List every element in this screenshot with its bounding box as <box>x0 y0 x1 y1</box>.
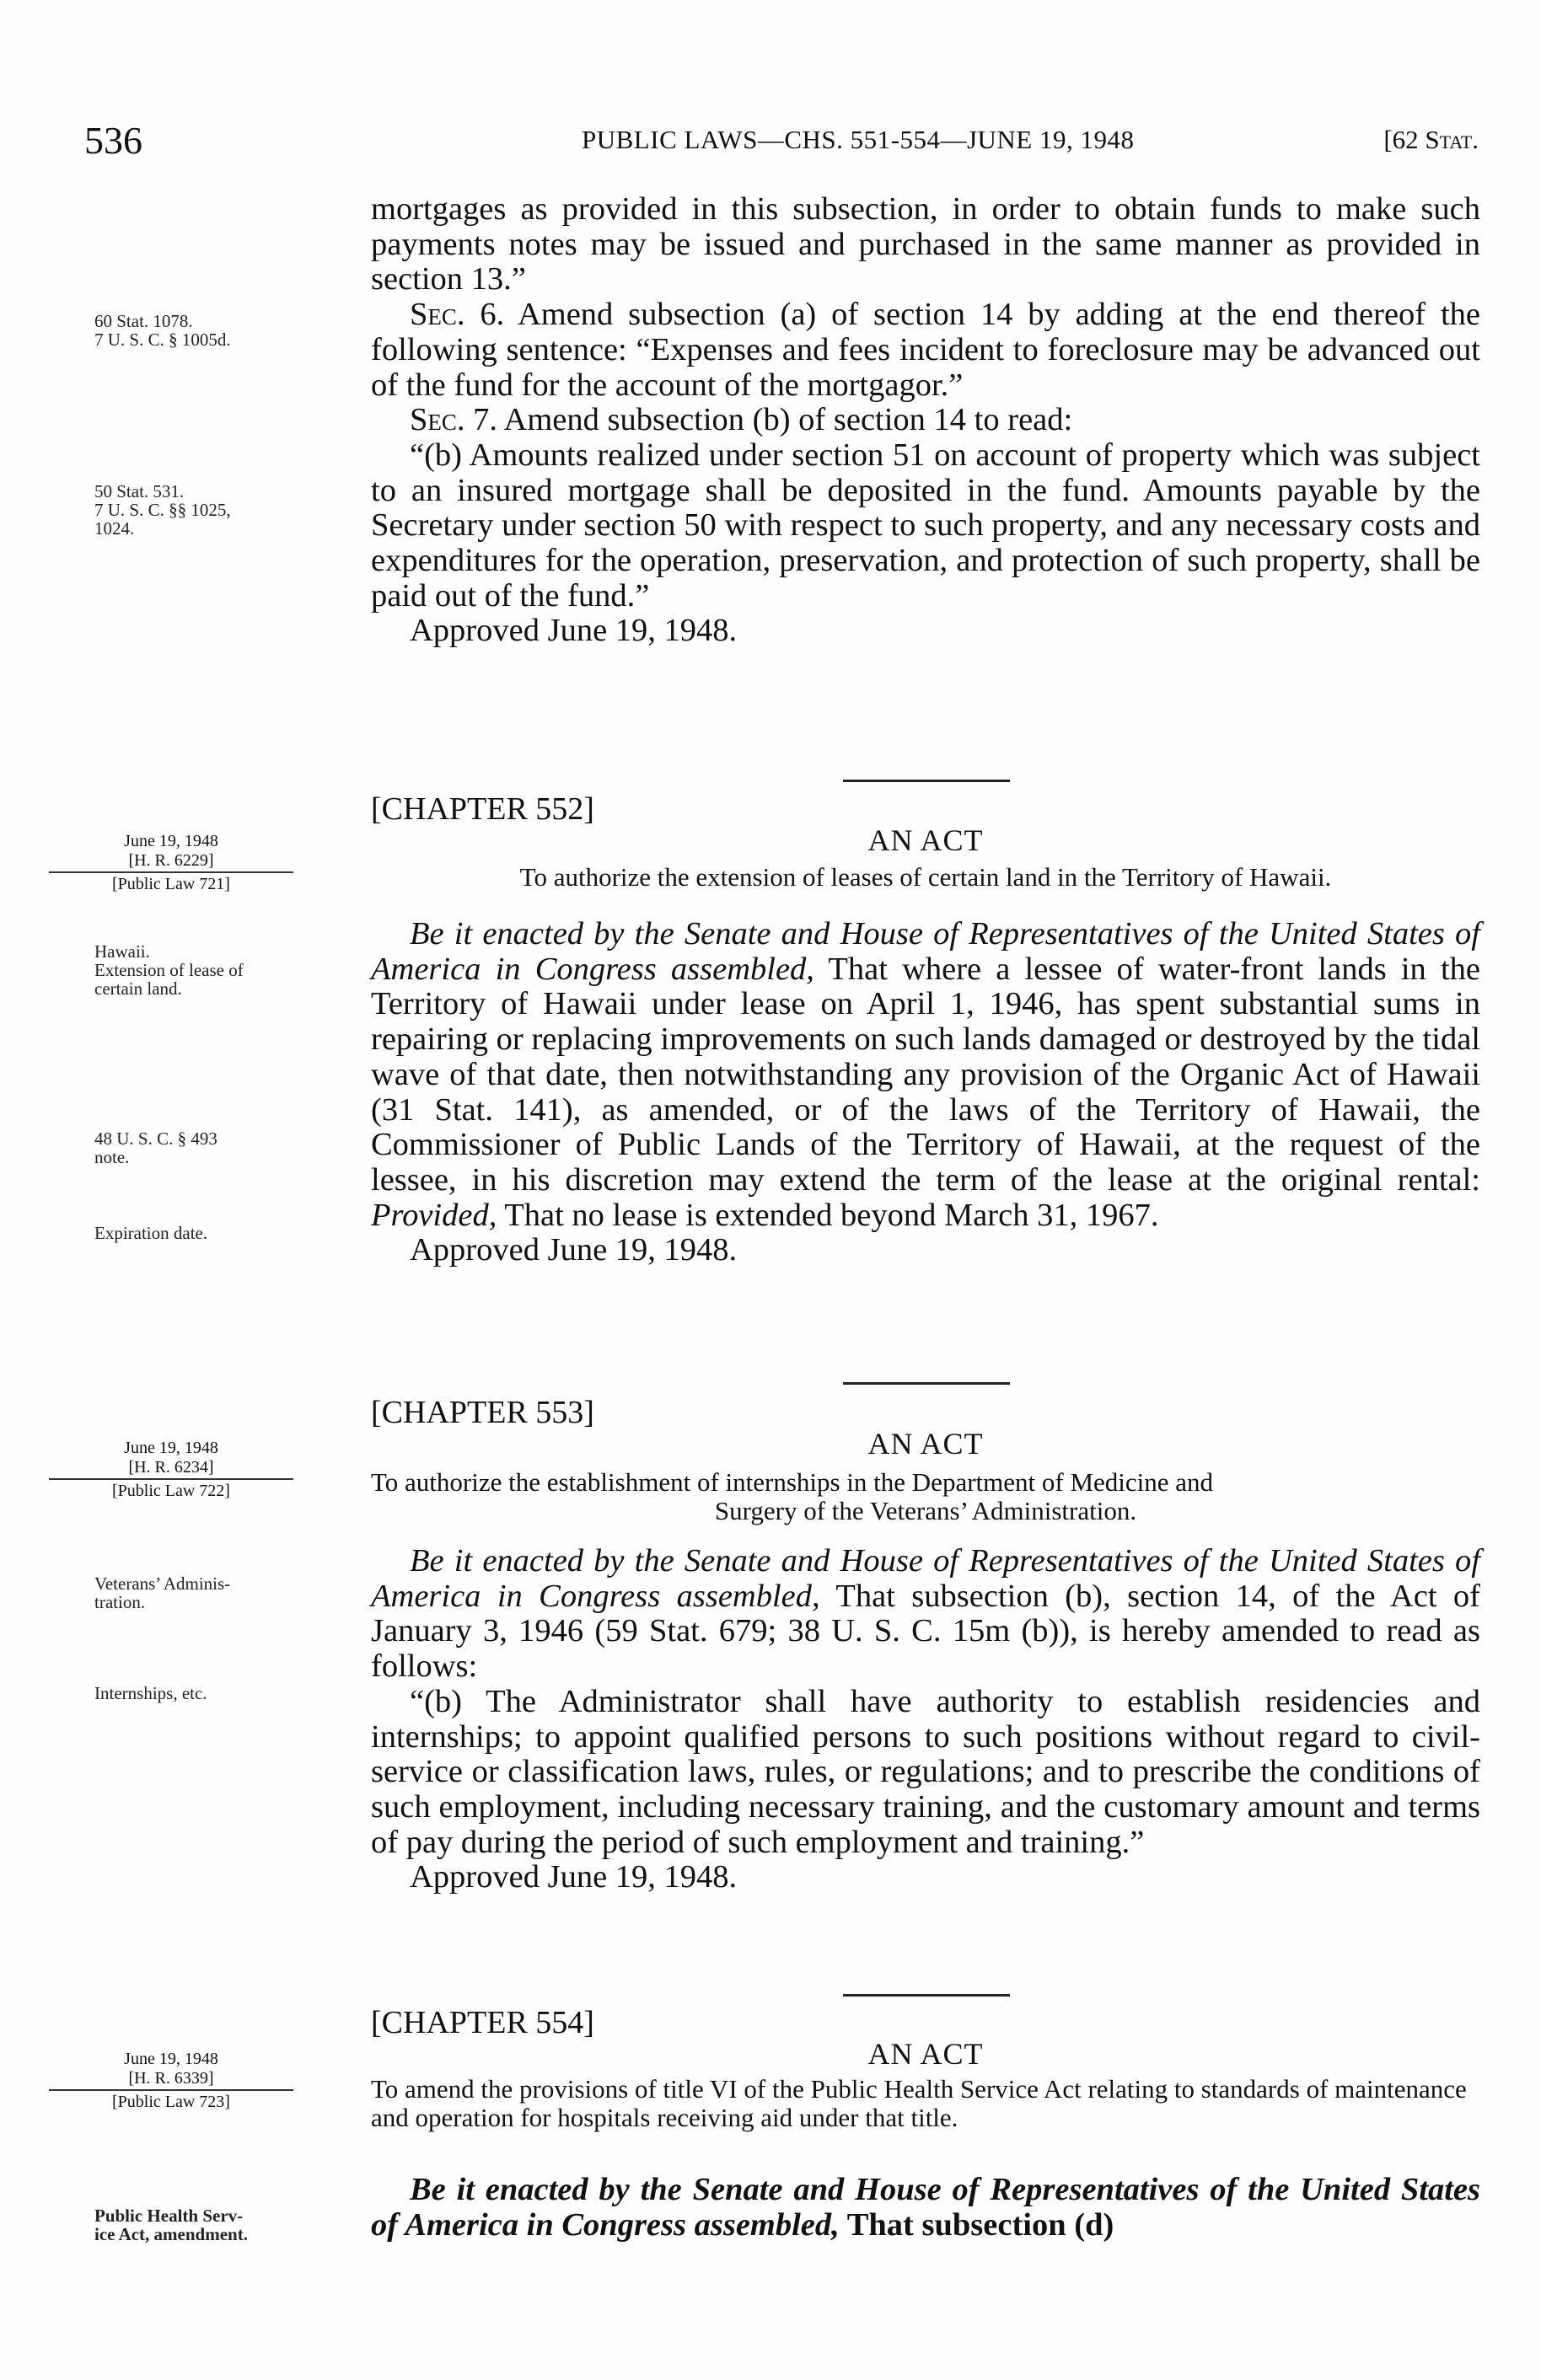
subsection-b: “(b) The Administrator shall have authority to establish residencies and internships; to appoint qualified persons to such positions without regard to civil-service or classification laws, rules, or regulations; and to prescribe the conditions of such employment, including necessary training, and the customary amount and terms of pay during the period of such employment and training.” <box>371 1683 1480 1860</box>
note-line: Extension of lease of <box>94 960 244 980</box>
enacting-clause: Be it enacted by the Senate and House of Representatives of the United States of America in Congress assembled, <box>371 1543 1480 1614</box>
act-title: To amend the provisions of title VI of the Public Health Service Act relating to standards of maintenance and operation for hospitals receiving aid under that title. <box>371 2074 1467 2132</box>
an-act-heading: AN ACT <box>867 1427 984 1461</box>
margin-note-hawaii <box>94 942 244 998</box>
section-6 <box>371 298 1480 403</box>
enacting-end: That no lease is extended beyond March 31, 1967. <box>497 1197 1159 1233</box>
enactment-date: June 19, 1948 <box>124 832 218 850</box>
bill-reference-block <box>49 2050 293 2112</box>
page-number: 536 <box>84 119 142 162</box>
enacting-body: That where a lessee of water-front lands in the Territory of Hawaii under lease on April 1, 1946, has spent substantial sums in repairing or replacing improvements on such lands damaged or destroyed by the tidal wave of that date, then notwithstanding any provision of the Organic Act of Hawaii (31 Stat. 141), as amended, or of the laws of the Territory of Hawaii, the Commissioner of Public Lands of the Territory of Hawaii, at the request of the lessee, in his discretion may extend the term of the lease at the original rental: <box>371 951 1480 1198</box>
public-law-number: [Public Law 723] <box>49 2089 293 2112</box>
margin-note-public-health <box>94 2206 248 2243</box>
provided-word: Provided, <box>371 1197 497 1233</box>
margin-note-internships <box>94 1684 207 1702</box>
an-act-heading: AN ACT <box>867 2037 984 2071</box>
separator-rule <box>843 1994 1010 1997</box>
chapter-554-enacting-text <box>371 2173 1480 2243</box>
chapter-552-enacting-text <box>371 917 1480 1268</box>
note-line: ice Act, amendment. <box>94 2224 248 2244</box>
sec-label: Sec. <box>410 297 465 333</box>
margin-note-60-stat <box>94 312 231 349</box>
note-line: Hawaii. <box>94 941 150 962</box>
enacting-body: That subsection (b), section 14, of the Act of January 3, 1946 (59 Stat. 679; 38 U. S. C. 15m (b)), is hereby amended to read as follows: <box>371 1578 1480 1685</box>
note-line: tration. <box>94 1592 146 1612</box>
sec-6-text: 6. Amend subsection (a) of section 14 by adding at the end thereof the following sentence: “Expenses and fees incident to foreclosure may be advanced out of the fund for the account of the mortgagor.” <box>371 297 1480 403</box>
running-title: PUBLIC LAWS—CHS. 551-554—JUNE 19, 1948 <box>582 125 1135 154</box>
margin-note-veterans <box>94 1574 230 1611</box>
act-title-line-1: To authorize the establishment of internships in the Department of Medicine and <box>371 1467 1214 1497</box>
an-act-heading: AN ACT <box>867 823 984 857</box>
paragraph-mortgages: mortgages as provided in this subsection, in order to obtain funds to make such payments notes may be issued and purchased in the same manner as provided in section 13.” <box>371 191 1480 298</box>
enacting-body: That subsection (d) <box>839 2206 1114 2243</box>
chapter-551-text <box>371 192 1480 649</box>
margin-note-48-usc <box>94 1129 217 1166</box>
enacting-paragraph <box>371 917 1480 1233</box>
bill-number: [H. R. 6339] <box>128 2069 214 2088</box>
note-line: 1024. <box>94 518 135 539</box>
approved-date: Approved June 19, 1948. <box>410 613 738 649</box>
note-line: Veterans’ Adminis- <box>94 1573 231 1594</box>
note-line: 50 Stat. 531. <box>94 481 185 501</box>
bill-number: [H. R. 6229] <box>128 851 214 870</box>
note-line: Expiration date. <box>94 1223 208 1243</box>
separator-rule <box>843 1382 1010 1385</box>
bill-number: [H. R. 6234] <box>128 1458 214 1477</box>
margin-note-50-stat <box>94 482 231 538</box>
note-line: note. <box>94 1147 130 1167</box>
approved-date: Approved June 19, 1948. <box>410 1859 738 1895</box>
note-line: 7 U. S. C. § 1005d. <box>94 330 231 350</box>
chapter-553-heading: [CHAPTER 553] <box>371 1395 594 1430</box>
public-law-number: [Public Law 722] <box>49 1478 293 1501</box>
enacting-paragraph <box>371 1544 1480 1685</box>
subsection-b: “(b) Amounts realized under section 51 on account of property which was subject to an insured mortgage shall be deposited in the fund. Amounts payable by the Secretary under section 50 with respect to such property, and any necessary costs and expenditures for the operation, preservation, and protection of such property, shall be paid out of the fund.” <box>371 437 1480 614</box>
enacting-clause: Be it enacted by the Senate and House of Representatives of the United States of America in Congress assembled, <box>371 2172 1480 2243</box>
enactment-date: June 19, 1948 <box>124 2050 218 2068</box>
chapter-554-heading: [CHAPTER 554] <box>371 2005 594 2040</box>
sec-label: Sec. <box>410 402 465 438</box>
note-line: certain land. <box>94 978 182 999</box>
act-title <box>371 1468 1480 1525</box>
separator-rule <box>843 780 1010 782</box>
note-line: Internships, etc. <box>94 1683 207 1703</box>
volume-reference: [62 Stat. <box>1383 125 1479 154</box>
note-line: Public Health Serv- <box>94 2206 244 2226</box>
enactment-date: June 19, 1948 <box>124 1439 218 1457</box>
act-title: To authorize the extension of leases of certain land in the Territory of Hawaii. <box>519 862 1332 892</box>
act-title-line-2: Surgery of the Veterans’ Administration. <box>714 1496 1137 1525</box>
bill-reference-block <box>49 1439 293 1501</box>
enacting-clause: Be it enacted by the Senate and House of Representatives of the United States of America in Congress assembled, <box>371 916 1480 987</box>
note-line: 48 U. S. C. § 493 <box>94 1128 217 1149</box>
chapter-553-enacting-text <box>371 1544 1480 1895</box>
public-law-number: [Public Law 721] <box>49 871 293 894</box>
section-7 <box>371 403 1480 438</box>
note-line: 7 U. S. C. §§ 1025, <box>94 500 231 520</box>
bill-reference-block <box>49 832 293 894</box>
margin-note-expiration <box>94 1224 207 1242</box>
sec-7-text: 7. Amend subsection (b) of section 14 to read: <box>464 402 1073 438</box>
enacting-paragraph <box>371 2173 1480 2243</box>
note-line: 60 Stat. 1078. <box>94 311 193 331</box>
chapter-552-heading: [CHAPTER 552] <box>371 791 594 827</box>
approved-date: Approved June 19, 1948. <box>410 1232 738 1268</box>
